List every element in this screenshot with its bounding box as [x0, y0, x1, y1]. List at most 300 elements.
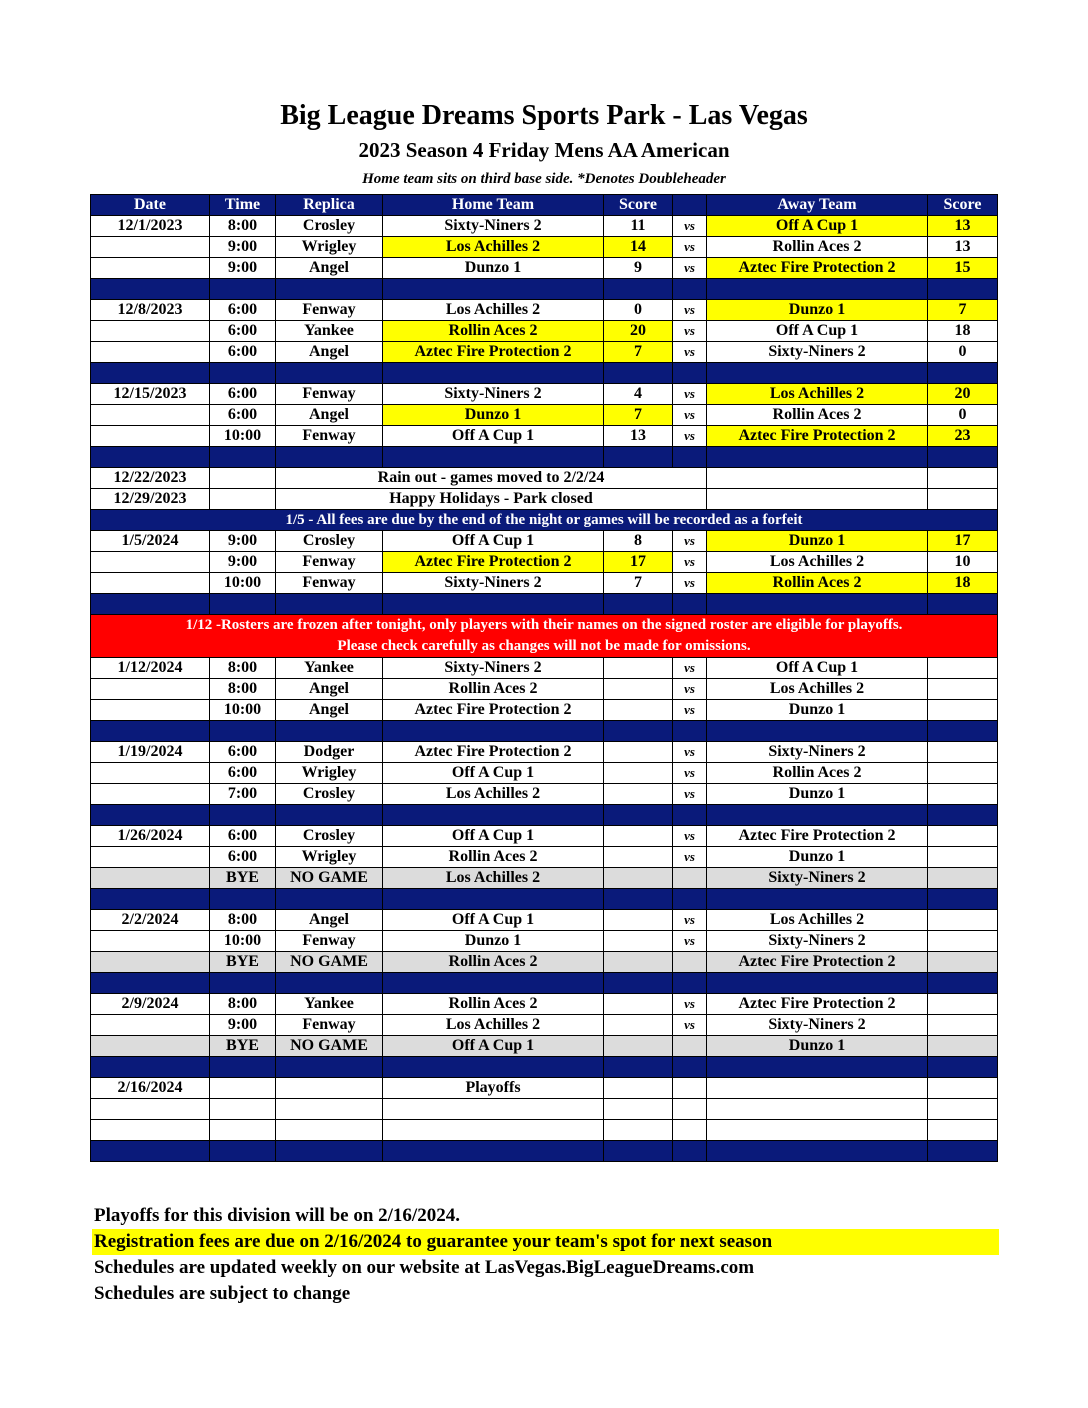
away-score-cell — [928, 468, 998, 489]
date-cell — [91, 931, 210, 952]
home-score-cell — [604, 952, 673, 973]
vs-cell: vs — [673, 258, 707, 279]
separator-cell — [707, 363, 928, 384]
separator-cell — [276, 594, 383, 615]
home-team-cell: Off A Cup 1 — [383, 910, 604, 931]
separator-cell — [707, 594, 928, 615]
separator-cell — [210, 805, 276, 826]
separator-cell — [383, 721, 604, 742]
home-score-cell: 8 — [604, 531, 673, 552]
time-cell — [210, 468, 276, 489]
replica-cell: Fenway — [276, 1015, 383, 1036]
separator-cell — [276, 279, 383, 300]
separator-cell — [928, 1057, 998, 1078]
separator-cell — [276, 447, 383, 468]
separator-cell — [276, 889, 383, 910]
separator-cell — [210, 363, 276, 384]
separator-cell — [210, 447, 276, 468]
separator-cell — [91, 594, 210, 615]
empty-cell — [673, 1099, 707, 1120]
home-score-cell: 4 — [604, 384, 673, 405]
home-score-cell: 7 — [604, 573, 673, 594]
message-row — [91, 468, 998, 489]
playoff-row — [91, 1078, 998, 1099]
footer-registration-note: Registration fees are due on 2/16/2024 to guarantee your team's spot for next season — [92, 1229, 999, 1255]
game-row — [91, 237, 998, 258]
game-row — [91, 300, 998, 321]
game-row — [91, 573, 998, 594]
separator-cell — [928, 721, 998, 742]
away-team-cell: Los Achilles 2 — [707, 384, 928, 405]
vs-cell: vs — [673, 237, 707, 258]
separator-cell — [928, 447, 998, 468]
game-row — [91, 405, 998, 426]
away-team-cell: Dunzo 1 — [707, 700, 928, 721]
separator-cell — [604, 973, 673, 994]
game-row — [91, 784, 998, 805]
date-cell: 1/5/2024 — [91, 531, 210, 552]
away-team-cell: Dunzo 1 — [707, 1036, 928, 1057]
replica-cell: Crosley — [276, 531, 383, 552]
vs-cell: vs — [673, 573, 707, 594]
separator-cell — [928, 1141, 998, 1162]
separator-cell — [604, 805, 673, 826]
home-team-cell: Off A Cup 1 — [383, 426, 604, 447]
date-cell: 1/12/2024 — [91, 658, 210, 679]
away-score-cell: 13 — [928, 237, 998, 258]
empty-cell — [210, 1120, 276, 1141]
away-score-cell — [928, 679, 998, 700]
separator-row — [91, 279, 998, 300]
vs-cell: vs — [673, 931, 707, 952]
time-cell: 10:00 — [210, 931, 276, 952]
empty-row — [91, 1120, 998, 1141]
empty-cell — [604, 1099, 673, 1120]
date-cell: 12/1/2023 — [91, 216, 210, 237]
home-score-cell: 9 — [604, 258, 673, 279]
away-team-cell: Off A Cup 1 — [707, 658, 928, 679]
date-cell — [91, 700, 210, 721]
home-score-cell — [604, 910, 673, 931]
home-score-cell — [604, 784, 673, 805]
separator-cell — [383, 1141, 604, 1162]
replica-cell: Fenway — [276, 931, 383, 952]
date-cell: 12/22/2023 — [91, 468, 210, 489]
away-score-cell — [928, 931, 998, 952]
roster-alert-line2: Please check carefully as changes will not be made for omissions. — [337, 638, 751, 654]
time-cell: 10:00 — [210, 573, 276, 594]
separator-cell — [673, 805, 707, 826]
time-cell: 6:00 — [210, 342, 276, 363]
replica-cell: Fenway — [276, 426, 383, 447]
time-cell: BYE — [210, 1036, 276, 1057]
vs-cell: vs — [673, 426, 707, 447]
separator-cell — [91, 1057, 210, 1078]
home-team-cell: Off A Cup 1 — [383, 826, 604, 847]
time-cell: 6:00 — [210, 763, 276, 784]
home-team-cell: Dunzo 1 — [383, 405, 604, 426]
away-team-cell: Aztec Fire Protection 2 — [707, 994, 928, 1015]
fee-notice: 1/5 - All fees are due by the end of the night or games will be recorded as a forfeit — [91, 510, 998, 531]
game-row — [91, 910, 998, 931]
separator-cell — [210, 973, 276, 994]
away-team-cell: Rollin Aces 2 — [707, 763, 928, 784]
vs-cell: vs — [673, 405, 707, 426]
empty-cell — [673, 1120, 707, 1141]
time-cell: 8:00 — [210, 216, 276, 237]
bye-row — [91, 952, 998, 973]
vs-cell: vs — [673, 742, 707, 763]
home-score-cell — [604, 994, 673, 1015]
away-score-cell: 18 — [928, 321, 998, 342]
away-team-cell: Dunzo 1 — [707, 784, 928, 805]
game-row — [91, 847, 998, 868]
away-team-cell: Los Achilles 2 — [707, 679, 928, 700]
separator-row — [91, 1057, 998, 1078]
replica-cell: Wrigley — [276, 237, 383, 258]
empty-cell — [210, 1099, 276, 1120]
bye-row — [91, 868, 998, 889]
col-away-score: Score — [928, 195, 998, 216]
away-score-cell: 18 — [928, 573, 998, 594]
time-cell: 9:00 — [210, 237, 276, 258]
separator-cell — [928, 594, 998, 615]
bye-row — [91, 1036, 998, 1057]
separator-cell — [383, 447, 604, 468]
time-cell: 10:00 — [210, 700, 276, 721]
vs-cell: vs — [673, 763, 707, 784]
empty-cell — [383, 1099, 604, 1120]
separator-cell — [276, 721, 383, 742]
date-cell — [91, 784, 210, 805]
game-row — [91, 700, 998, 721]
game-row — [91, 994, 998, 1015]
separator-cell — [91, 805, 210, 826]
date-cell: 1/19/2024 — [91, 742, 210, 763]
away-score-cell — [928, 910, 998, 931]
away-score-cell: 17 — [928, 531, 998, 552]
away-score-cell: 20 — [928, 384, 998, 405]
away-score-cell — [928, 847, 998, 868]
separator-row — [91, 447, 998, 468]
game-row — [91, 426, 998, 447]
replica-cell: NO GAME — [276, 1036, 383, 1057]
separator-cell — [707, 447, 928, 468]
home-score-cell — [604, 742, 673, 763]
vs-cell: vs — [673, 826, 707, 847]
replica-cell: NO GAME — [276, 952, 383, 973]
away-team-cell — [707, 468, 928, 489]
away-team-cell — [707, 489, 928, 510]
date-cell — [91, 1036, 210, 1057]
separator-cell — [707, 889, 928, 910]
home-team-cell: Rollin Aces 2 — [383, 994, 604, 1015]
game-row — [91, 216, 998, 237]
home-team-cell: Aztec Fire Protection 2 — [383, 742, 604, 763]
separator-row — [91, 1141, 998, 1162]
schedule-body — [91, 216, 998, 1162]
away-score-cell — [928, 658, 998, 679]
away-score-cell — [928, 763, 998, 784]
vs-cell: vs — [673, 216, 707, 237]
home-score-cell — [604, 763, 673, 784]
home-team-cell: Off A Cup 1 — [383, 763, 604, 784]
home-score-cell — [604, 1015, 673, 1036]
separator-cell — [383, 279, 604, 300]
away-team-cell: Los Achilles 2 — [707, 910, 928, 931]
home-team-cell: Playoffs — [383, 1078, 604, 1099]
date-cell — [91, 573, 210, 594]
replica-cell: Fenway — [276, 384, 383, 405]
home-team-cell: Dunzo 1 — [383, 931, 604, 952]
away-score-cell — [928, 489, 998, 510]
footer-website-note: Schedules are updated weekly on our website at LasVegas.BigLeagueDreams.com — [94, 1257, 755, 1278]
home-team-cell: Rollin Aces 2 — [383, 321, 604, 342]
date-cell — [91, 868, 210, 889]
separator-cell — [604, 721, 673, 742]
separator-cell — [210, 889, 276, 910]
away-team-cell: Dunzo 1 — [707, 300, 928, 321]
home-team-cell: Sixty-Niners 2 — [383, 658, 604, 679]
game-row — [91, 258, 998, 279]
date-cell: 2/2/2024 — [91, 910, 210, 931]
home-team-cell: Aztec Fire Protection 2 — [383, 552, 604, 573]
away-team-cell: Off A Cup 1 — [707, 216, 928, 237]
date-cell — [91, 258, 210, 279]
separator-cell — [210, 1141, 276, 1162]
separator-cell — [673, 279, 707, 300]
home-score-cell — [604, 700, 673, 721]
away-score-cell — [928, 994, 998, 1015]
time-cell: 8:00 — [210, 679, 276, 700]
time-cell: 6:00 — [210, 384, 276, 405]
separator-cell — [604, 447, 673, 468]
empty-cell — [928, 1099, 998, 1120]
date-cell — [91, 679, 210, 700]
home-team-cell: Dunzo 1 — [383, 258, 604, 279]
separator-cell — [91, 721, 210, 742]
page-subtitle: 2023 Season 4 Friday Mens AA American — [358, 138, 730, 162]
separator-cell — [91, 363, 210, 384]
replica-cell: Yankee — [276, 658, 383, 679]
separator-row — [91, 721, 998, 742]
home-score-cell — [604, 679, 673, 700]
replica-cell: Fenway — [276, 573, 383, 594]
away-score-cell: 13 — [928, 216, 998, 237]
time-cell: 6:00 — [210, 826, 276, 847]
separator-cell — [604, 363, 673, 384]
away-team-cell: Rollin Aces 2 — [707, 573, 928, 594]
away-score-cell: 0 — [928, 405, 998, 426]
away-score-cell — [928, 1036, 998, 1057]
away-score-cell — [928, 1078, 998, 1099]
home-team-cell: Sixty-Niners 2 — [383, 384, 604, 405]
home-score-cell — [604, 658, 673, 679]
schedule-table — [90, 194, 998, 1162]
page-title: Big League Dreams Sports Park - Las Vegas — [280, 100, 808, 131]
separator-cell — [210, 1057, 276, 1078]
separator-row — [91, 805, 998, 826]
home-team-cell: Sixty-Niners 2 — [383, 573, 604, 594]
empty-cell — [928, 1120, 998, 1141]
game-row — [91, 679, 998, 700]
vs-cell: vs — [673, 531, 707, 552]
replica-cell: Fenway — [276, 300, 383, 321]
separator-cell — [276, 363, 383, 384]
separator-row — [91, 363, 998, 384]
separator-cell — [276, 1141, 383, 1162]
empty-row — [91, 1099, 998, 1120]
replica-cell — [276, 1078, 383, 1099]
replica-cell: Angel — [276, 258, 383, 279]
home-team-cell: Sixty-Niners 2 — [383, 216, 604, 237]
home-score-cell: 7 — [604, 405, 673, 426]
vs-cell: vs — [673, 700, 707, 721]
game-row — [91, 763, 998, 784]
away-team-cell: Aztec Fire Protection 2 — [707, 426, 928, 447]
home-score-cell: 7 — [604, 342, 673, 363]
home-team-cell: Los Achilles 2 — [383, 868, 604, 889]
vs-cell — [673, 868, 707, 889]
vs-cell: vs — [673, 847, 707, 868]
separator-cell — [383, 1057, 604, 1078]
time-cell: 10:00 — [210, 426, 276, 447]
home-score-cell: 14 — [604, 237, 673, 258]
home-score-cell: 20 — [604, 321, 673, 342]
away-score-cell — [928, 1015, 998, 1036]
header-row — [91, 195, 998, 216]
date-cell — [91, 405, 210, 426]
home-team-cell: Los Achilles 2 — [383, 237, 604, 258]
separator-cell — [383, 594, 604, 615]
separator-cell — [673, 1057, 707, 1078]
vs-cell — [673, 952, 707, 973]
away-score-cell: 7 — [928, 300, 998, 321]
vs-cell: vs — [673, 342, 707, 363]
separator-cell — [91, 279, 210, 300]
home-team-cell: Aztec Fire Protection 2 — [383, 342, 604, 363]
date-cell — [91, 342, 210, 363]
away-score-cell: 15 — [928, 258, 998, 279]
game-row — [91, 552, 998, 573]
vs-cell: vs — [673, 552, 707, 573]
home-score-cell — [604, 1036, 673, 1057]
replica-cell: Angel — [276, 342, 383, 363]
away-team-cell: Rollin Aces 2 — [707, 237, 928, 258]
replica-cell: Angel — [276, 405, 383, 426]
away-score-cell — [928, 784, 998, 805]
game-row — [91, 742, 998, 763]
separator-cell — [276, 1057, 383, 1078]
separator-cell — [673, 594, 707, 615]
separator-cell — [707, 1057, 928, 1078]
separator-cell — [91, 447, 210, 468]
separator-cell — [604, 1057, 673, 1078]
separator-cell — [928, 279, 998, 300]
empty-cell — [604, 1120, 673, 1141]
col-date: Date — [91, 195, 210, 216]
time-cell: 6:00 — [210, 405, 276, 426]
separator-cell — [210, 721, 276, 742]
col-away-team: Away Team — [707, 195, 928, 216]
separator-cell — [604, 279, 673, 300]
away-team-cell: Sixty-Niners 2 — [707, 342, 928, 363]
vs-cell: vs — [673, 910, 707, 931]
message-cell: Happy Holidays - Park closed — [276, 489, 707, 510]
away-score-cell: 0 — [928, 342, 998, 363]
date-cell — [91, 321, 210, 342]
time-cell: BYE — [210, 868, 276, 889]
replica-cell: Yankee — [276, 994, 383, 1015]
separator-cell — [707, 973, 928, 994]
home-score-cell — [604, 1078, 673, 1099]
replica-cell: Angel — [276, 910, 383, 931]
separator-cell — [276, 805, 383, 826]
vs-cell: vs — [673, 658, 707, 679]
time-cell: 9:00 — [210, 531, 276, 552]
separator-cell — [673, 889, 707, 910]
game-row — [91, 531, 998, 552]
date-cell — [91, 847, 210, 868]
date-cell — [91, 552, 210, 573]
separator-cell — [604, 1141, 673, 1162]
vs-cell: vs — [673, 784, 707, 805]
separator-cell — [604, 594, 673, 615]
footer-playoffs-note: Playoffs for this division will be on 2/16/2024. — [94, 1205, 460, 1226]
away-team-cell — [707, 1078, 928, 1099]
home-team-cell: Rollin Aces 2 — [383, 679, 604, 700]
away-team-cell: Dunzo 1 — [707, 531, 928, 552]
away-team-cell: Sixty-Niners 2 — [707, 868, 928, 889]
vs-cell: vs — [673, 1015, 707, 1036]
time-cell: 8:00 — [210, 658, 276, 679]
empty-cell — [91, 1120, 210, 1141]
empty-cell — [383, 1120, 604, 1141]
away-score-cell — [928, 868, 998, 889]
away-score-cell: 23 — [928, 426, 998, 447]
home-score-cell: 13 — [604, 426, 673, 447]
away-score-cell — [928, 826, 998, 847]
separator-cell — [276, 973, 383, 994]
message-cell: Rain out - games moved to 2/2/24 — [276, 468, 707, 489]
replica-cell: Dodger — [276, 742, 383, 763]
away-team-cell: Los Achilles 2 — [707, 552, 928, 573]
replica-cell: Angel — [276, 679, 383, 700]
time-cell: 8:00 — [210, 994, 276, 1015]
game-row — [91, 1015, 998, 1036]
date-cell: 1/26/2024 — [91, 826, 210, 847]
time-cell: 9:00 — [210, 552, 276, 573]
game-row — [91, 321, 998, 342]
away-team-cell: Aztec Fire Protection 2 — [707, 258, 928, 279]
separator-row — [91, 973, 998, 994]
separator-cell — [707, 805, 928, 826]
date-cell: 12/15/2023 — [91, 384, 210, 405]
vs-cell: vs — [673, 321, 707, 342]
col-home-score: Score — [604, 195, 673, 216]
vs-cell: vs — [673, 679, 707, 700]
separator-cell — [673, 363, 707, 384]
date-cell: 2/16/2024 — [91, 1078, 210, 1099]
separator-cell — [604, 889, 673, 910]
replica-cell: Angel — [276, 700, 383, 721]
separator-cell — [928, 363, 998, 384]
roster-alert-row — [91, 615, 998, 658]
replica-cell: Fenway — [276, 552, 383, 573]
home-team-cell: Aztec Fire Protection 2 — [383, 700, 604, 721]
empty-cell — [91, 1099, 210, 1120]
col-time: Time — [210, 195, 276, 216]
